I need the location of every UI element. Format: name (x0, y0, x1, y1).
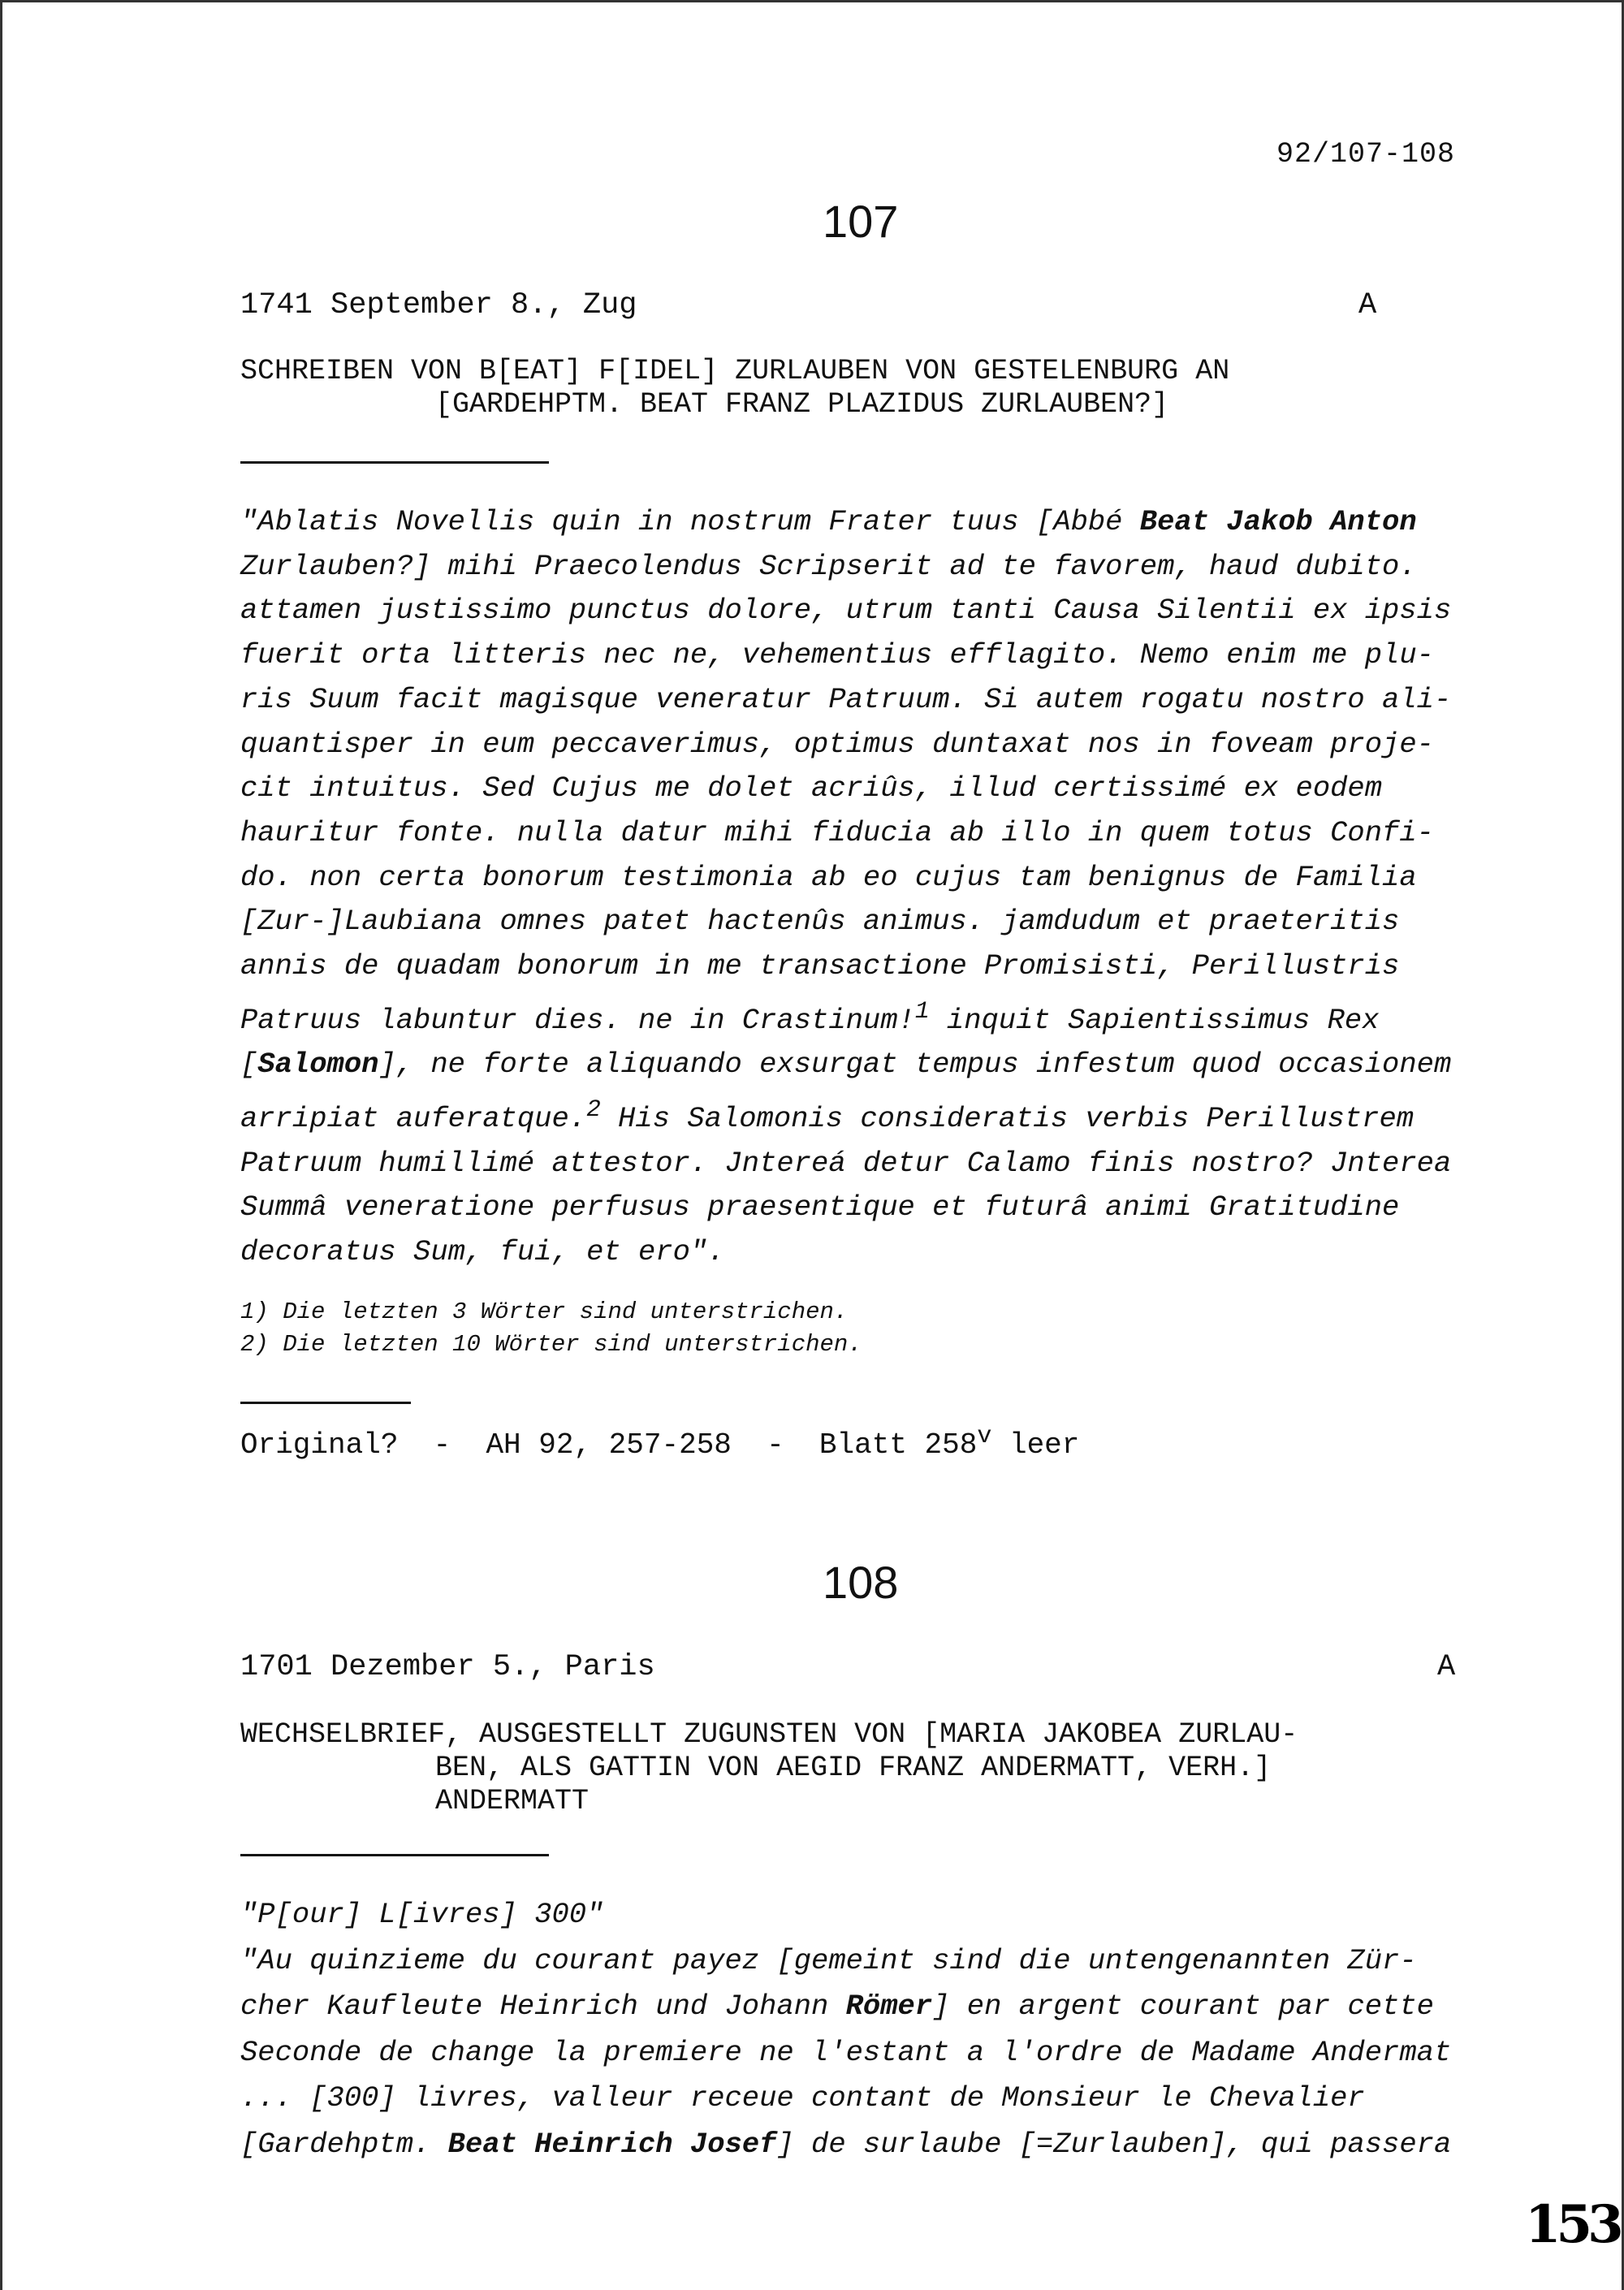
text-line: Summâ veneratione perfusus praesentique et futurâ animi Gratitudine (240, 1190, 1400, 1225)
footnote-separator (240, 1402, 411, 1404)
text-line: "P[our] L[ivres] 300" (240, 1898, 604, 1931)
doc107-separator (240, 461, 549, 464)
doc107-date: 1741 September 8., Zug (240, 288, 637, 322)
text-line: Zurlauben?] mihi Praecolendus Scripserit ad te favorem, haud dubito. (240, 549, 1417, 583)
page-border-top (0, 0, 1624, 2)
doc108-title-line1: WECHSELBRIEF, AUSGESTELLT ZUGUNSTEN VON [MARIA JAKOBEA ZURLAU- (240, 1718, 1298, 1751)
source-text: Original? - AH 92, 257-258 - Blatt 258 (240, 1428, 978, 1462)
doc108-date: 1701 Dezember 5., Paris (240, 1650, 655, 1684)
text-line: His Salomonis consideratis verbis Perillustrem (600, 1101, 1415, 1135)
text-line: do. non certa bonorum testimonia ab eo cujus tam benignus de Familia (240, 860, 1417, 894)
source-verso-mark: v (977, 1423, 992, 1450)
text-line: ris Suum facit magisque veneratur Patruum. Si autem rogatu nostro ali- (240, 682, 1452, 716)
doc108-separator (240, 1854, 549, 1856)
footnote-2: 2) Die letzten 10 Wörter sind unterstrichen. (240, 1331, 862, 1358)
text-line: Seconde de change la premiere ne l'estant a l'ordre de Madame Andermat (240, 2035, 1452, 2069)
text-line: "Au quinzieme du courant payez [gemeint sind die untengenannten Zür- (240, 1943, 1417, 1977)
text-line: ... [300] livres, valleur receue contant de Monsieur le Chevalier (240, 2081, 1365, 2115)
text-line: [Gardehptm. (240, 2127, 448, 2161)
doc108-title-line3: ANDERMATT (435, 1785, 590, 1817)
document-number-108: 108 (823, 1557, 899, 1608)
text-line: ] en argent courant par cette (932, 1990, 1434, 2023)
text-line: attamen justissimo punctus dolore, utrum tanti Causa Silentii ex ipsis (240, 594, 1452, 628)
name-roemer: Römer (845, 1990, 933, 2023)
text-line: decoratus Sum, fui, et ero". (240, 1234, 725, 1268)
page-border-left (0, 0, 2, 2290)
text-line: cher Kaufleute Heinrich und Johann (240, 1990, 846, 2023)
text-line: fuerit orta litteris nec ne, vehementius efflagito. Nemo enim me plu- (240, 638, 1434, 672)
doc107-title-line1: SCHREIBEN VON B[EAT] F[IDEL] ZURLAUBEN VON GESTELENBURG AN (240, 355, 1230, 387)
name-salomon: Salomon (257, 1048, 379, 1082)
footnote-ref-1: 1 (914, 996, 930, 1025)
source-text-end: leer (991, 1428, 1080, 1462)
footnote-1: 1) Die letzten 3 Wörter sind unterstrichen. (240, 1298, 849, 1325)
text-line: inquit Sapientissimus Rex (929, 1003, 1380, 1037)
doc107-title-line2: [GARDEHPTM. BEAT FRANZ PLAZIDUS ZURLAUBEN?] (435, 388, 1169, 421)
text-line: quantisper in eum peccaverimus, optimus duntaxat nos in foveam proje- (240, 727, 1434, 761)
name-beat-heinrich-josef: Beat Heinrich Josef (447, 2127, 777, 2161)
text-line: cit intuitus. Sed Cujus me dolet acriûs, illud certissimé ex eodem (240, 771, 1383, 806)
text-line: ] de surlaube [=Zurlauben], qui passera (776, 2127, 1452, 2161)
text-line: [Zur-]Laubiana omnes patet hactenûs animus. jamdudum et praeteritis (240, 905, 1400, 939)
text-line: arripiat auferatque. (240, 1101, 587, 1135)
name-beat-jakob-anton: Beat Jakob Anton (1139, 505, 1417, 538)
doc107-source (240, 1423, 1079, 1462)
text-line: Patruum humillimé attestor. Jntereá detur Calamo finis nostro? Jnterea (240, 1146, 1452, 1180)
text-line: [ (240, 1048, 258, 1082)
text-line: ], ne forte aliquando exsurgat tempus infestum quod occasionem (378, 1048, 1452, 1082)
text-line: annis de quadam bonorum in me transactione Promisisti, Perillustris (240, 949, 1400, 983)
doc107-mark: A (1358, 288, 1377, 322)
handwritten-page-number: 153 (1525, 2194, 1619, 2255)
archive-reference: 92/107-108 (1276, 138, 1456, 171)
doc108-mark: A (1437, 1650, 1456, 1684)
footnote-ref-2: 2 (586, 1095, 601, 1123)
doc108-title-line2: BEN, ALS GATTIN VON AEGID FRANZ ANDERMATT, VERH.] (435, 1752, 1272, 1784)
text-line: Patruus labuntur dies. ne in Crastinum! (240, 1003, 915, 1037)
doc107-text (240, 500, 1451, 1275)
doc108-text (240, 1892, 1451, 2167)
text-line: "Ablatis Novellis quin in nostrum Frater tuus [Abbé (240, 505, 1140, 538)
document-number-107: 107 (823, 196, 899, 247)
text-line: hauritur fonte. nulla datur mihi fiducia ab illo in quem totus Confi- (240, 815, 1434, 849)
